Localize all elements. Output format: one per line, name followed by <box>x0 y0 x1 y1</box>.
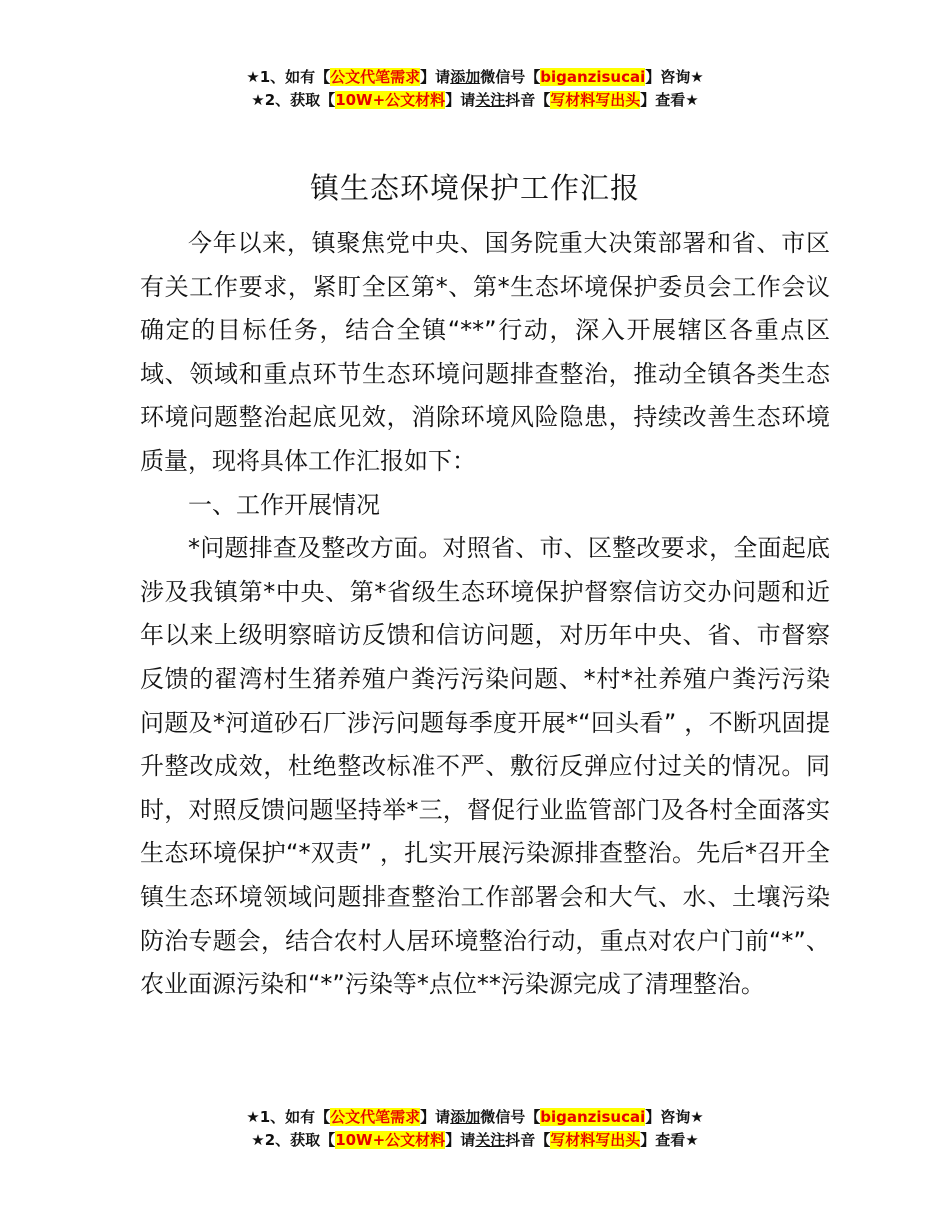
highlight-text: 10W+公文材料 <box>335 91 446 109</box>
promo-line-2 <box>0 89 950 112</box>
document-body <box>140 222 830 1007</box>
underlined-text: 添加 <box>450 68 481 86</box>
promo-text: 】请 <box>445 91 476 109</box>
promo-text: 】查看★ <box>640 91 699 109</box>
promo-banner-bottom <box>0 1106 950 1152</box>
promo-text: 】请 <box>445 1131 476 1149</box>
promo-text: 微信号【 <box>480 1108 541 1126</box>
promo-text: 微信号【 <box>480 68 541 86</box>
promo-text: 】查看★ <box>640 1131 699 1149</box>
underlined-text: 关注 <box>475 91 506 109</box>
promo-text: 抖音【 <box>505 91 551 109</box>
highlight-text: 10W+公文材料 <box>335 1131 446 1149</box>
highlight-text: 公文代笔需求 <box>330 1108 421 1126</box>
promo-text: 】咨询★ <box>645 1108 704 1126</box>
highlight-text: 写材料写出头 <box>550 91 641 109</box>
underlined-text: 添加 <box>450 1108 481 1126</box>
promo-text: ★2、获取【 <box>251 1131 336 1149</box>
underlined-text: 关注 <box>475 1131 506 1149</box>
highlight-text: 公文代笔需求 <box>330 68 421 86</box>
highlight-text: biganzisucai <box>540 1108 646 1126</box>
promo-text: 】咨询★ <box>645 68 704 86</box>
promo-text: ★1、如有【 <box>246 68 331 86</box>
promo-text: 抖音【 <box>505 1131 551 1149</box>
body-paragraph: *问题排查及整改方面。对照省、市、区整改要求，全面起底涉及我镇第*中央、第*省级生态环境保护督察信访交办问题和近年以来上级明察暗访反馈和信访问题，对历年中央、省、市督察反馈的翟湾村生猪养殖户粪污污染问题、*村*社养殖户粪污污染问题及*河道砂石厂涉污问题每季度开展*“回头看” ，不断巩固提升整改成效，杜绝整改标准不严、敷衍反弹应付过关的情况。同时，对照反馈问题坚持举*三，督促行业监管部门及各村全面落实生态环境保护“*双责” ，扎实开展污染源排查整治。先后*召开全镇生态环境领域问题排查整治工作部署会和大气、水、土壤污染防治专题会，结合农村人居环境整治行动，重点对农户门前“*”、农业面源污染和“*”污染等*点位**污染源完成了清理整治。 <box>140 534 830 999</box>
promo-banner-top <box>0 66 950 112</box>
promo-line-1 <box>0 66 950 89</box>
section-heading: 一、工作开展情况 <box>188 490 380 519</box>
promo-line-2 <box>0 1129 950 1152</box>
promo-text: 】请 <box>420 68 451 86</box>
promo-line-1 <box>0 1106 950 1129</box>
highlight-text: 写材料写出头 <box>550 1131 641 1149</box>
promo-text: ★2、获取【 <box>251 91 336 109</box>
promo-text: 】请 <box>420 1108 451 1126</box>
highlight-text: biganzisucai <box>540 68 646 86</box>
promo-text: ★1、如有【 <box>246 1108 331 1126</box>
intro-paragraph: 今年以来，镇聚焦党中央、国务院重大决策部署和省、市区有关工作要求，紧盯全区第*、第*生态坏境保护委员会工作会议确定的目标任务，结合全镇“**”行动，深入开展辖区各重点区域、领域和重点环节生态环境问题排查整治，推动全镇各类生态环境问题整治起底见效，消除环境风险隐患，持续改善生态环境质量，现将具体工作汇报如下： <box>140 229 830 475</box>
document-title: 镇生态环境保护工作汇报 <box>309 171 640 205</box>
